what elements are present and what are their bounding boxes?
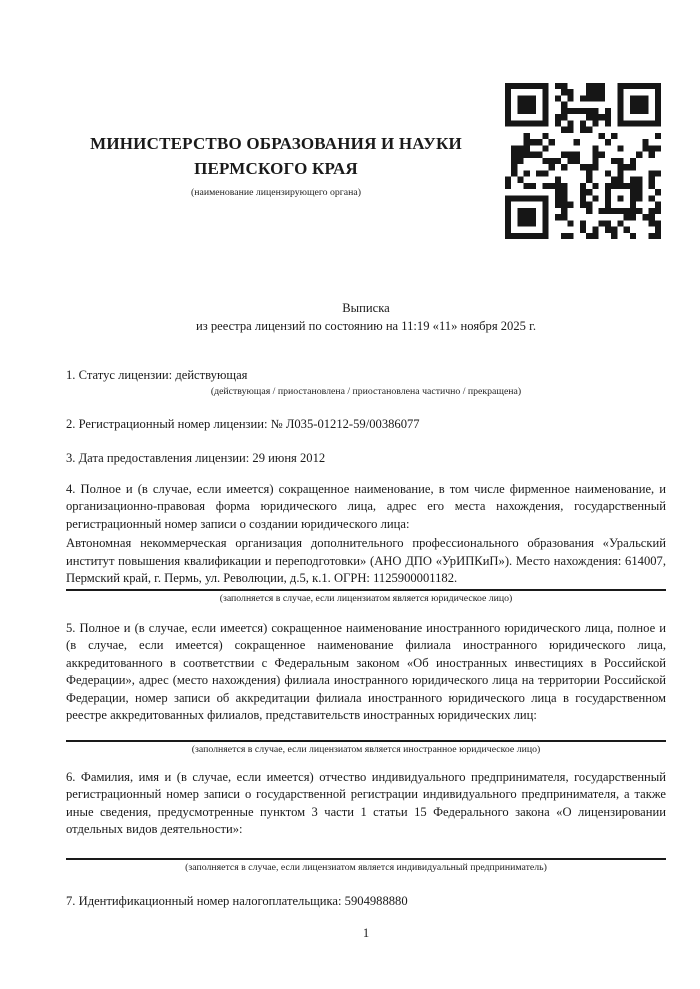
item-4-answer: Автономная некоммерческая организация дополнительного профессионального образования «Уральский институт повышения квалификации и переподготовки» (АНО ДПО «УрИПКиП»). Место нахождения: 614007, Пермский край, г. Пермь, ул. Революции, д.5, к.1. ОГРН: 1125900001182. xyxy=(66,536,666,586)
licensing-authority-caption: (наименование лицензирующего органа) xyxy=(190,187,361,198)
document-title-line2: из реестра лицензий по состоянию на 11:19 «11» ноября 2025 г. xyxy=(195,319,536,333)
item-1-status-options-note: (действующая / приостановлена / приостановлена частично / прекращена) xyxy=(210,386,522,397)
item-7-taxpayer-id: 7. Идентификационный номер налогоплательщика: 5904988880 xyxy=(66,894,408,908)
item-6-question: 6. Фамилия, имя и (в случае, если имеется) отчество индивидуального предпринимателя, государственный регистрационный номер записи о государственной регистрации индивидуального предпринимателя, а также иные сведения, предусмотренные пунктом 3 части 1 статьи 15 Федерального закона «О лицензировании отдельных видов деятельности»: xyxy=(66,770,666,837)
document-title-line1: Выписка xyxy=(342,301,390,315)
qr-code xyxy=(505,83,661,239)
item-4-field-rule xyxy=(66,589,666,604)
item-1-license-status: 1. Статус лицензии: действующая xyxy=(66,368,248,382)
item-4-fill-note: (заполняется в случае, если лицензиатом является юридическое лицо) xyxy=(219,593,513,604)
item-2-registration-number: 2. Регистрационный номер лицензии: № Л035-01212-59/00386077 xyxy=(66,417,420,431)
ministry-header xyxy=(66,131,486,198)
item-6-individual-entrepreneur xyxy=(66,769,666,839)
item-5-foreign-legal-entity xyxy=(66,620,666,724)
item-6-field-rule xyxy=(66,858,666,873)
ministry-name-line2: ПЕРМСКОГО КРАЯ xyxy=(194,159,358,178)
item-5-field-rule xyxy=(66,740,666,755)
document-title xyxy=(66,299,666,335)
item-6-fill-note: (заполняется в случае, если лицензиатом является индивидуальный предприниматель) xyxy=(185,862,547,873)
item-4-legal-entity xyxy=(66,481,666,587)
item-4-question: 4. Полное и (в случае, если имеется) сокращенное наименование, в том числе фирменное наименование, и организационно-правовая форма юридического лица, адрес его места нахождения, государственный регистрационный номер записи о создании юридического лица: xyxy=(66,482,666,531)
page-number: 1 xyxy=(362,926,370,940)
ministry-name-line1: МИНИСТЕРСТВО ОБРАЗОВАНИЯ И НАУКИ xyxy=(90,134,462,153)
item-3-license-grant-date: 3. Дата предоставления лицензии: 29 июня 2012 xyxy=(66,451,326,465)
item-5-fill-note: (заполняется в случае, если лицензиатом является иностранное юридическое лицо) xyxy=(191,744,541,755)
item-5-question: 5. Полное и (в случае, если имеется) сокращенное наименование иностранного юридического лица, полное и (в случае, если имеется) сокращенное наименование филиала иностранного юридического лица, аккредитованного в соответствии с Федеральным законом «Об иностранных инвестициях в Российской Федерации», адрес (место нахождения) филиала иностранного юридического лица на территории Российской Федерации, номер записи об аккредитации филиала иностранного юридического лица в государственном реестре аккредитованных филиалов, представительств иностранных юридических лиц: xyxy=(66,621,666,723)
